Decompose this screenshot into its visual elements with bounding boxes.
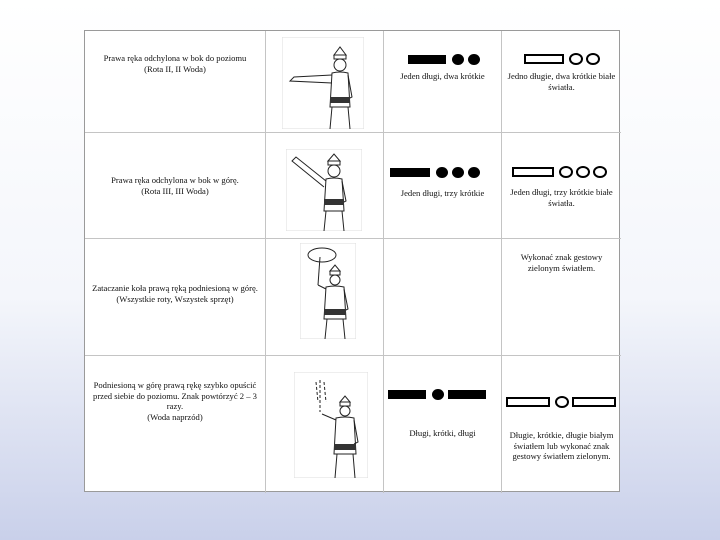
- short-sound-icon: [468, 54, 480, 65]
- row3-figure-cell: [266, 239, 384, 356]
- long-sound-icon: [408, 55, 446, 64]
- row3-sound-cell: [384, 239, 502, 356]
- row4-description: Podniesioną w górę prawą rękę szybko opuścić przed siebie do poziomu. Znak powtórzyć 2 – 3 razy. (Woda naprzód): [93, 380, 257, 422]
- long-sound-icon: [448, 390, 486, 399]
- row4-light-label: Długie, krótkie, długie białym światłem lub wykonać znak gestowy światłem zielonym.: [509, 430, 614, 461]
- row2-figure-cell: [266, 133, 384, 239]
- row1-sound-cell: [384, 31, 502, 133]
- row1-figure-cell: [266, 31, 384, 133]
- short-sound-icon: [436, 167, 448, 178]
- long-sound-icon: [390, 168, 430, 177]
- row1-description-cell: [85, 31, 266, 133]
- signals-table: [84, 30, 620, 492]
- row1-sound-label: Jeden długi, dwa krótkie: [400, 71, 485, 81]
- long-light-icon: [512, 167, 554, 177]
- row3-description: Zataczanie koła prawą ręką podniesioną w górę. (Wszystkie roty, Wszystek sprzęt): [92, 283, 258, 304]
- firefighter-arm-circling-icon: [300, 243, 356, 339]
- row2-light-signal: [512, 166, 610, 178]
- row3-description-cell: [85, 239, 266, 356]
- short-light-icon: [559, 166, 573, 178]
- row2-description: Prawa ręka odchylona w bok w górę. (Rota III, III Woda): [111, 175, 239, 196]
- short-light-icon: [569, 53, 583, 65]
- short-light-icon: [593, 166, 607, 178]
- long-light-icon: [506, 397, 550, 407]
- short-sound-icon: [452, 167, 464, 178]
- row4-light-cell: [502, 356, 621, 493]
- row1-sound-signal: [408, 54, 484, 65]
- row2-light-cell: [502, 133, 621, 239]
- row1-light-label: Jedno długie, dwa krótkie białe światła.: [507, 71, 616, 92]
- row4-light-signal: [506, 396, 616, 408]
- row3-light-label: Wykonać znak gestowy zielonym światłem.: [520, 252, 603, 273]
- firefighter-arm-raised-diagonal-icon: [286, 149, 362, 231]
- row2-light-label: Jeden długi, trzy krótkie białe światła.: [510, 187, 613, 208]
- row4-description-cell: [85, 356, 266, 493]
- short-sound-icon: [432, 389, 444, 400]
- firefighter-arm-lowering-icon: [294, 372, 368, 478]
- short-light-icon: [576, 166, 590, 178]
- row2-sound-cell: [384, 133, 502, 239]
- row2-sound-label: Jeden długi, trzy krótkie: [400, 188, 485, 198]
- row4-sound-signal: [388, 389, 486, 400]
- row4-sound-cell: [384, 356, 502, 493]
- row1-light-signal: [524, 53, 603, 65]
- long-light-icon: [524, 54, 564, 64]
- long-light-icon: [572, 397, 616, 407]
- row2-description-cell: [85, 133, 266, 239]
- firefighter-arm-horizontal-icon: [282, 37, 364, 129]
- row1-description: Prawa ręka odchylona w bok do poziomu (Rota II, II Woda): [103, 53, 247, 74]
- short-light-icon: [555, 396, 569, 408]
- short-sound-icon: [452, 54, 464, 65]
- row4-figure-cell: [266, 356, 384, 493]
- short-light-icon: [586, 53, 600, 65]
- row1-light-cell: [502, 31, 621, 133]
- row2-sound-signal: [390, 167, 484, 178]
- row4-sound-label: Długi, krótki, długi: [409, 428, 476, 438]
- long-sound-icon: [388, 390, 426, 399]
- row3-light-cell: [502, 239, 621, 356]
- short-sound-icon: [468, 167, 480, 178]
